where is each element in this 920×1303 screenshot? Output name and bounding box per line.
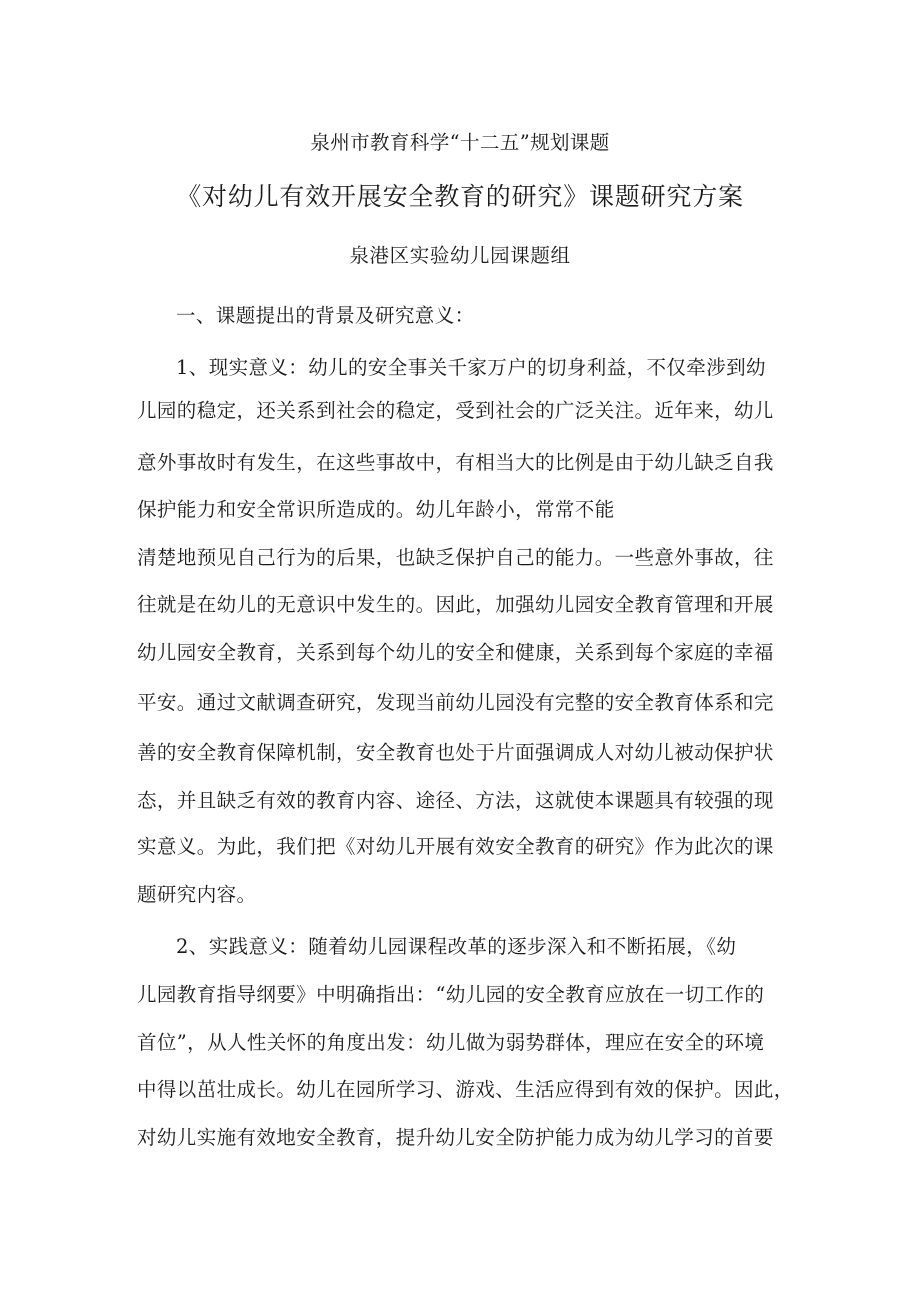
paragraph-line: 1、现实意义：幼儿的安全事关千家万户的切身利益，不仅牵涉到幼: [176, 356, 766, 379]
paragraph-line: 中得以茁壮成长。幼儿在园所学习、游戏、生活应得到有效的保护。因此，: [137, 1078, 794, 1101]
document-header: 泉州市教育科学“十二五”规划课题: [310, 131, 610, 154]
paragraph-line: 儿园教育指导纲要》中明确指出：“幼儿园的安全教育应放在一切工作的: [137, 983, 765, 1006]
paragraph-line: 幼儿园安全教育，关系到每个幼儿的安全和健康，关系到每个家庭的幸福: [137, 641, 774, 664]
paragraph-line: 对幼儿实施有效地安全教育，提升幼儿安全防护能力成为幼儿学习的首要: [137, 1126, 774, 1149]
paragraph-line: 首位”，从人性关怀的角度出发：幼儿做为弱势群体，理应在安全的环境: [137, 1031, 765, 1054]
paragraph-line: 清楚地预见自己行为的后果，也缺乏保护自己的能力。一些意外事故，往: [137, 546, 774, 569]
paragraph-line: 态，并且缺乏有效的教育内容、途径、方法，这就使本课题具有较强的现: [137, 789, 774, 812]
section-heading: 一、课题提出的背景及研究意义：: [176, 304, 475, 327]
document-title: 《对幼儿有效开展安全教育的研究》课题研究方案: [176, 182, 744, 211]
research-group: 泉港区实验幼儿园课题组: [349, 244, 571, 267]
paragraph-line: 意外事故时有发生，在这些事故中，有相当大的比例是由于幼儿缺乏自我: [137, 451, 774, 474]
paragraph-line: 儿园的稳定，还关系到社会的稳定，受到社会的广泛关注。近年来，幼儿: [137, 399, 774, 422]
paragraph-line: 实意义。为此，我们把《对幼儿开展有效安全教育的研究》作为此次的课: [137, 835, 774, 858]
paragraph-line: 善的安全教育保障机制，安全教育也处于片面强调成人对幼儿被动保护状: [137, 741, 774, 764]
paragraph-line: 往就是在幼儿的无意识中发生的。因此，加强幼儿园安全教育管理和开展: [137, 593, 774, 616]
paragraph-line: 题研究内容。: [137, 883, 257, 906]
paragraph-line: 平安。通过文献调查研究，发现当前幼儿园没有完整的安全教育体系和完: [137, 691, 774, 714]
paragraph-line: 保护能力和安全常识所造成的。幼儿年龄小，常常不能: [137, 498, 615, 521]
paragraph-line: 2、实践意义：随着幼儿园课程改革的逐步深入和不断拓展，《幼: [176, 935, 737, 958]
